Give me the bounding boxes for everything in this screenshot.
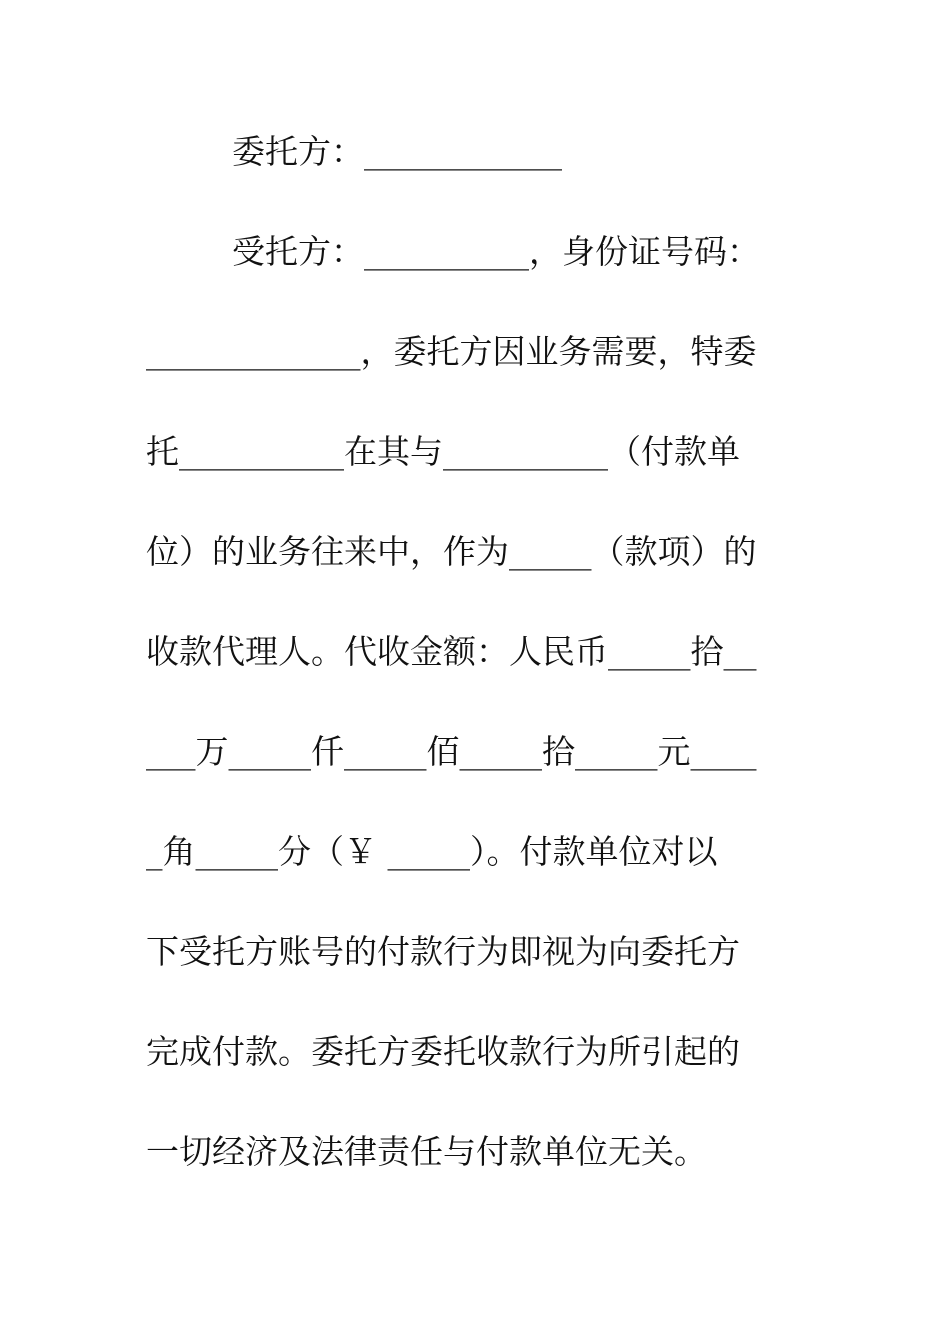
text-line: 下受托方账号的付款行为即视为向委托方 [146,932,740,971]
text-line: ___万_____仟_____佰_____拾_____元____ [146,732,757,771]
text-line: _____________，委托方因业务需要，特委 [146,332,757,371]
text-line: 一切经济及法律责任与付款单位无关。 [146,1132,707,1171]
text-line: 托__________在其与__________（付款单 [146,432,740,471]
text-line-principal: 委托方：____________ [232,132,562,171]
text-line-agent: 受托方：__________，身份证号码： [232,232,760,271]
text-line: 收款代理人。代收金额：人民币_____拾__ [146,632,757,671]
text-line: _角_____分（￥ _____）。付款单位对以 [146,832,718,871]
text-line: 完成付款。委托方委托收款行为所引起的 [146,1032,740,1071]
text-line: 位）的业务往来中，作为_____（款项）的 [146,532,757,571]
